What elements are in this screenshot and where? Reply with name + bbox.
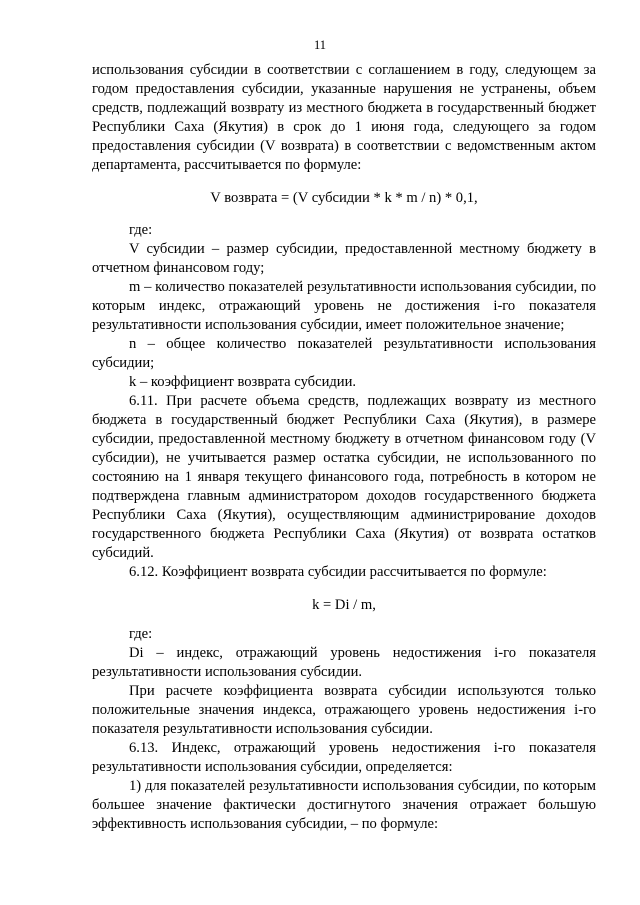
- definition-k: k – коэффициент возврата субсидии.: [129, 374, 357, 390]
- list-item-1: 1) для показателей результативности использования субсидии, по которым большее значение фактически достигнутого значения отражает большую эффективность использования субсидии, – по формуле:: [92, 778, 596, 832]
- definition-n: n – общее количество показателей результативности использования субсидии;: [92, 336, 596, 371]
- paragraph-positive-values: При расчете коэффициента возврата субсидии используются только положительные значения индекса, отражающего уровень недостижения i-го показателя результативности использования субсидии.: [92, 683, 596, 737]
- formula-k: k = Di / m,: [312, 597, 376, 613]
- definition-v-subsidii: V субсидии – размер субсидии, предоставленной местному бюджету в отчетном финансовом году;: [92, 241, 596, 276]
- where-label: где:: [129, 222, 153, 238]
- paragraph-return-volume: использования субсидии в соответствии с соглашением в году, следующем за годом предоставления субсидии, указанные нарушения не устранены, объем средств, подлежащий возврату из местного бюджета в государственный бюджет Республики Саха (Якутия) в срок до 1 июня года, следующего за годом предоставления субсидии (V возврата) в соответствии с ведомственным актом департамента, рассчитывается по формуле:: [92, 62, 596, 173]
- clause-6-13: 6.13. Индекс, отражающий уровень недостижения i-го показателя результативности использования субсидии, определяется:: [92, 740, 596, 775]
- formula-v-vozvrata: V возврата = (V субсидии * k * m / n) * 0,1,: [210, 190, 478, 206]
- definition-di: Di – индекс, отражающий уровень недостижения i-го показателя результативности использования субсидии.: [92, 645, 596, 680]
- definition-m: m – количество показателей результативности использования субсидии, по которым индекс, отражающий уровень не достижения i-го показателя результативности использования субсидии, имеет положительное значение;: [92, 279, 596, 333]
- document-body: [92, 61, 596, 834]
- clause-6-11: 6.11. При расчете объема средств, подлежащих возврату из местного бюджета в государственный бюджет Республики Саха (Якутия), в размере субсидии, предоставленной местному бюджету в отчетном финансовом году (V субсидии), не учитывается размер остатка субсидии, не использованного по состоянию на 1 января текущего финансового года, потребность в котором не подтверждена главным администратором доходов государственного бюджета Республики Саха (Якутия), осуществляющим администрирование доходов государственного бюджета Республики Саха (Якутия) от возврата остатков субсидий.: [92, 393, 596, 561]
- where-label-2: где:: [129, 626, 153, 642]
- page-number: 11: [313, 38, 327, 52]
- clause-6-12: 6.12. Коэффициент возврата субсидии рассчитывается по формуле:: [129, 564, 547, 580]
